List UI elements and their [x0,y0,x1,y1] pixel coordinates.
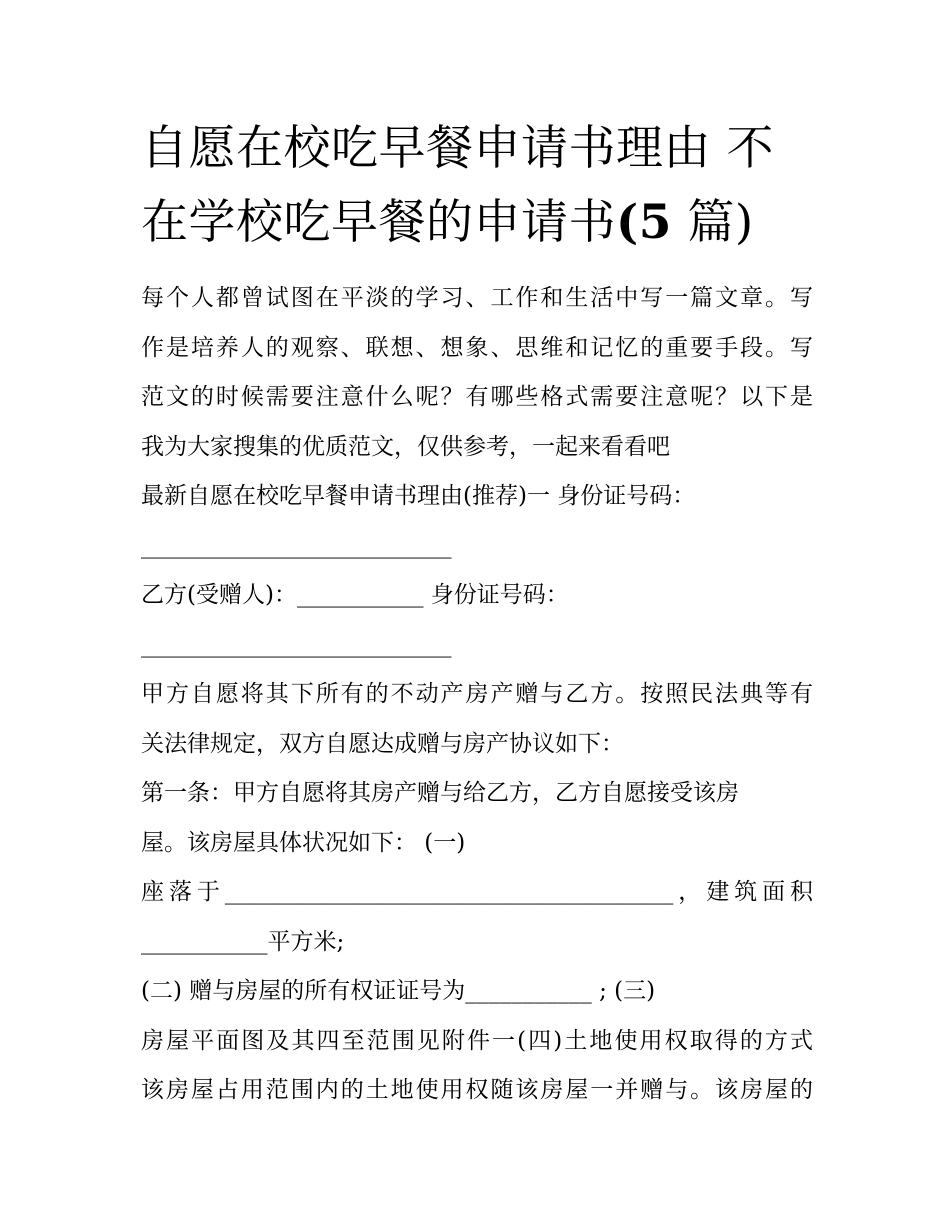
title-line-2-bold: (5 [616,195,672,250]
title-line-2 [141,186,813,260]
document-title [141,112,813,260]
body-line: (二) 赠与房屋的所有权证证号为___________ ; (三) [141,978,656,1004]
title-line-2-suffix: 篇) [671,195,754,250]
body-line: 房屋平面图及其四至范围见附件一(四)土地使用权取得的方式 [141,1027,813,1054]
blank-underline: ___________________________ [141,631,452,658]
body-line: 范文的时候需要注意什么呢？有哪些格式需要注意呢？以下是 [141,384,813,410]
body-line: 每个人都曾试图在平淡的学习、工作和生活中写一篇文章。写 [141,285,813,311]
body-line: 座落于_______________________________________，建筑面积 [141,879,813,905]
title-line-1: 自愿在校吃早餐申请书理由 不 [141,121,774,176]
body-line: 关法律规定，双方自愿达成赠与房产协议如下： [141,730,624,757]
body-line: 甲方自愿将其下所有的不动产房产赠与乙方。按照民法典等有 [141,681,813,707]
document-body [141,274,813,1116]
blank-underline: ___________________________ [141,532,452,559]
body-line: 最新自愿在校吃早餐申请书理由(推荐)一 身份证号码： [141,483,696,509]
body-line: 作是培养人的观察、联想、想象、思维和记忆的重要手段。写 [141,334,813,361]
body-line: 我为大家搜集的优质范文，仅供参考，一起来看看吧 [141,433,670,460]
body-line: 第一条：甲方自愿将其房产赠与给乙方，乙方自愿接受该房 [141,780,739,806]
document-page [141,112,813,1116]
body-line: 屋。该房屋具体状况如下： (一) [141,829,466,856]
body-line: 乙方(受赠人)：___________ 身份证号码： [141,582,569,608]
body-line: ___________平方米; [141,928,345,955]
title-line-2-prefix: 在学校吃早餐的申请书 [141,195,616,250]
body-line: 该房屋占用范围内的土地使用权随该房屋一并赠与。该房屋的 [141,1077,813,1103]
